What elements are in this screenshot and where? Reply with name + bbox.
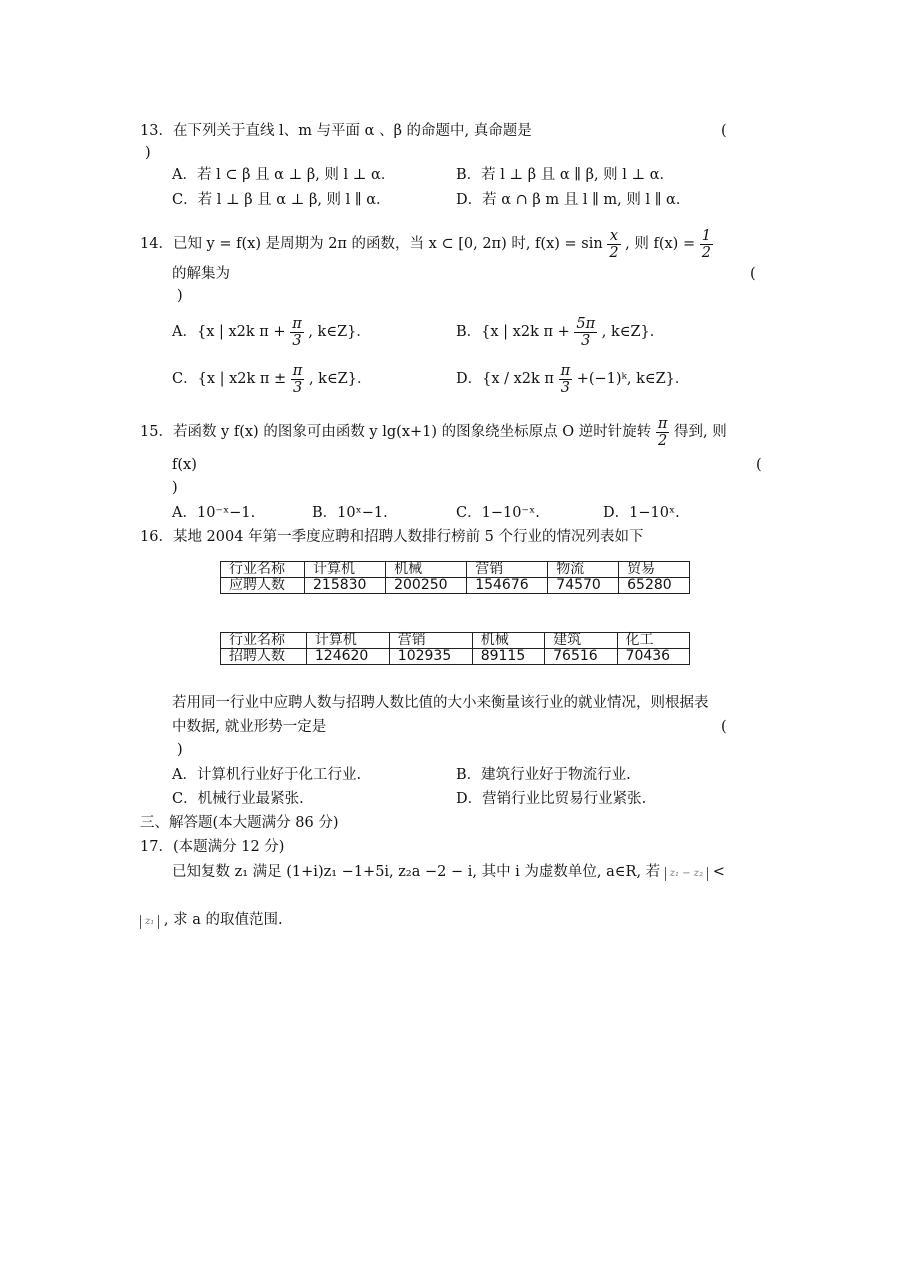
q14-option-c-fraction [291,363,305,396]
q15-option-c: C．1−10⁻ˣ. [456,505,540,521]
q14-option-c-den: 3 [292,379,303,396]
q15-paren-close: ) [172,480,178,496]
q13-option-c: C．若 l ⊥ β 且 α ⊥ β, 则 l ∥ α． [172,192,391,208]
q13-paren-open: ( [721,123,727,139]
table-cell: 70436 [617,649,689,665]
q14-stem [140,226,713,262]
q14-option-b-post: , k∈Z}． [601,324,665,340]
q14-paren-close: ) [177,288,183,304]
q14-stem-2: 的解集为 [172,266,230,282]
q16-stem: 16．某地 2004 年第一季度应聘和招聘人数排行榜前 5 个行业的情况列表如下 [140,529,644,545]
q15-stem-2: f(x) [172,457,197,473]
q14-option-a-fraction [290,316,304,349]
table-cell: 76516 [545,649,617,665]
table-row [221,649,690,665]
table-cell: 215830 [305,578,386,594]
q14-fraction-half [700,228,713,261]
q14-option-b-num: 5π [576,315,596,332]
table-row [221,562,690,578]
q14-option-a-den: 3 [292,332,302,349]
q14-option-c-post: , k∈Z}． [308,371,372,387]
q17-body-1 [172,862,725,882]
table-cell: 建筑 [545,633,617,649]
q13-stem: 13．在下列关于直线 l、m 与平面 α 、β 的命题中, 真命题是 [140,123,532,139]
q13-option-b: B．若 l ⊥ β 且 α ∥ β, 则 l ⊥ α． [456,167,675,183]
table-cell: 机械 [386,562,467,578]
q14-option-b-pre: B．{x | x2k π + [456,324,570,340]
q14-frac-x-den: 2 [609,244,619,261]
q15-stem [140,414,727,450]
q17-body-2 [140,910,283,930]
q15-paren-open: ( [756,457,762,473]
table-cell: 贸易 [619,562,690,578]
q14-option-b-den: 3 [581,332,591,349]
table-cell: 行业名称 [221,562,305,578]
q15-fraction [656,416,670,449]
q14-option-d-num: π [560,362,571,379]
q15-frac-num: π [657,415,668,432]
table-cell: 营销 [389,633,472,649]
q16-paren-open: ( [721,719,727,735]
q13-option-a: A．若 l ⊂ β 且 α ⊥ β, 则 l ⊥ α． [172,167,396,183]
table-cell: 102935 [389,649,472,665]
q14-stem-a: 14．已知 y = f(x) 是周期为 2π 的函数，当 x ⊂ [0, 2π) 时, f(x) = sin [140,236,603,252]
q17-abs-z1: z₁ [140,915,159,929]
q17-body-2-text: , 求 a 的取值范围. [163,912,283,928]
q17-heading: 17．(本题满分 12 分) [140,839,285,855]
table-cell: 89115 [472,649,544,665]
table-row [221,633,690,649]
q14-option-a-post: , k∈Z}． [308,324,371,340]
q14-option-b [456,314,664,350]
q14-option-b-fraction [574,316,597,349]
table-cell: 计算机 [305,562,386,578]
q14-frac-x-num: x [607,228,620,245]
table-cell: 化工 [617,633,689,649]
table-row [221,578,690,594]
table-cell: 65280 [619,578,690,594]
q15-frac-den: 2 [658,432,668,449]
table-cell: 招聘人数 [221,649,307,665]
q16-body-2: 中数据, 就业形势一定是 [172,719,327,735]
table-cell: 124620 [306,649,389,665]
q16-option-d: D．营销行业比贸易行业紧张. [456,791,647,807]
section-heading: 三、解答题(本大题满分 86 分) [140,815,339,831]
q14-option-a-num: π [292,315,302,332]
q14-option-d-post: +(−1)ᵏ, k∈Z}． [576,371,690,387]
q14-option-a [172,314,371,350]
q13-option-d: D．若 α ∩ β m 且 l ∥ m, 则 l ∥ α． [456,192,691,208]
q14-option-a-pre: A．{x | x2k π + [172,324,286,340]
q14-option-d-pre: D．{x / x2k π [456,371,554,387]
table-cell: 74570 [548,578,619,594]
table-cell: 物流 [548,562,619,578]
table-cell: 营销 [467,562,548,578]
applicants-table [220,561,690,594]
q14-option-d [456,361,689,397]
q14-frac-half-den: 2 [701,244,711,261]
q15-option-a: A．10⁻ˣ−1. [172,505,256,521]
table-cell: 计算机 [306,633,389,649]
table-cell: 行业名称 [221,633,307,649]
q15-stem-b: 得到, 则 [674,424,727,440]
q14-paren-open: ( [750,266,756,282]
q17-body-1-text: 已知复数 z₁ 满足 (1+i)z₁ −1+5i, z₂a −2 − i, 其中 i 为虚数单位, a∈R, 若 [172,864,661,880]
q16-option-b: B．建筑行业好于物流行业. [456,767,631,783]
q14-fraction-x-over-2 [607,228,620,261]
q16-option-a: A．计算机行业好于化工行业. [172,767,362,783]
q15-option-d: D．1−10ˣ. [603,505,680,521]
table-cell: 应聘人数 [221,578,305,594]
q14-option-c-num: π [292,362,303,379]
table-cell: 200250 [386,578,467,594]
q14-stem-b: , 则 f(x) = [625,236,696,252]
q14-option-c [172,361,371,397]
q16-body-1: 若用同一行业中应聘人数与招聘人数比值的大小来衡量该行业的就业情况，则根据表 [172,695,709,711]
table-cell: 154676 [467,578,548,594]
q14-option-c-pre: C．{x | x2k π ± [172,371,287,387]
q17-abs-difference: z₁ − z₂ [665,867,708,881]
q13-paren-close: ) [145,145,151,161]
q16-option-c: C．机械行业最紧张. [172,791,304,807]
q14-option-d-fraction [559,363,573,396]
recruitment-table [220,632,690,665]
q15-stem-a: 15．若函数 y f(x) 的图象可由函数 y lg(x+1) 的图象绕坐标原点 O 逆时针旋转 [140,424,652,440]
q14-frac-half-num: 1 [701,227,711,244]
q15-option-b: B．10ˣ−1. [312,505,388,521]
q16-paren-close: ) [177,742,183,758]
q14-option-d-den: 3 [560,379,570,396]
table-cell: 机械 [472,633,544,649]
q17-less-than: < [712,864,725,880]
